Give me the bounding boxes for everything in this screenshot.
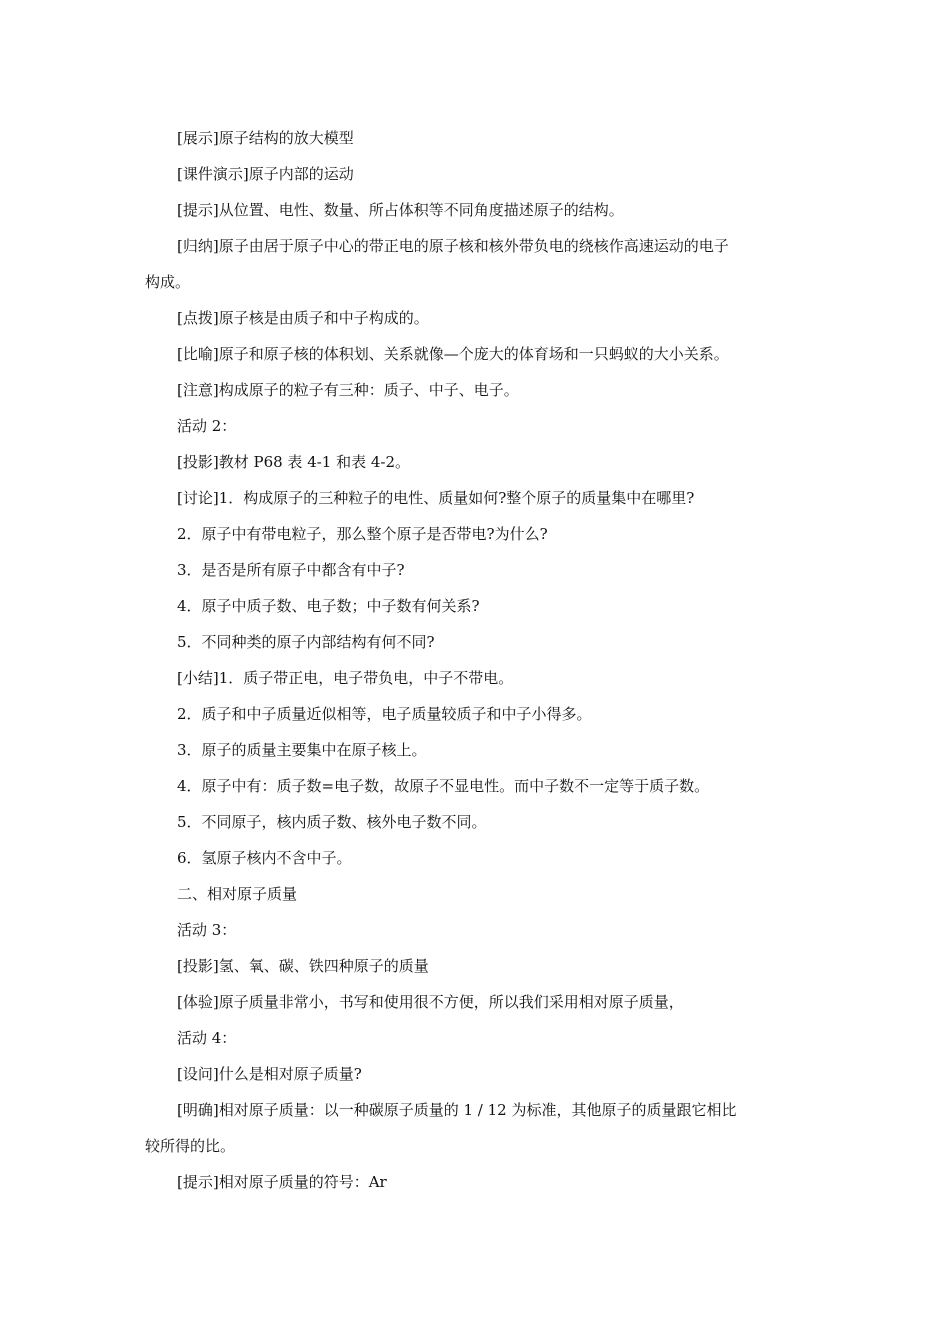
text-line: 构成。	[145, 273, 191, 291]
text-line: [投影]教材 P68 表 4-1 和表 4-2。	[177, 453, 411, 471]
text-line: [课件演示]原子内部的运动	[177, 165, 354, 183]
text-line: 3．原子的质量主要集中在原子核上。	[177, 741, 427, 759]
text-line: [注意]构成原子的粒子有三种：质子、中子、电子。	[177, 381, 519, 399]
text-line: [明确]相对原子质量：以一种碳原子质量的 1 / 12 为标准，其他原子的质量跟它相比	[177, 1101, 737, 1119]
text-line: 4．原子中质子数、电子数；中子数有何关系?	[177, 597, 480, 615]
text-line: 活动 3：	[177, 921, 237, 939]
text-line: [比喻]原子和原子核的体积划、关系就像—个庞大的体育场和一只蚂蚁的大小关系。	[177, 345, 729, 363]
text-line: 3．是否是所有原子中都含有中子?	[177, 561, 405, 579]
text-line: 较所得的比。	[145, 1137, 236, 1155]
text-line: [归纳]原子由居于原子中心的带正电的原子核和核外带负电的绕核作高速运动的电子	[177, 237, 729, 255]
document-body	[145, 120, 810, 1200]
text-line: 6．氢原子核内不含中子。	[177, 849, 352, 867]
text-line: 2．质子和中子质量近似相等，电子质量较质子和中子小得多。	[177, 705, 592, 723]
text-line: [讨论]1．构成原子的三种粒子的电性、质量如何?整个原子的质量集中在哪里?	[177, 489, 695, 507]
text-line: 二、相对原子质量	[177, 885, 298, 903]
text-line: 活动 4：	[177, 1029, 237, 1047]
text-line: [投影]氢、氧、碳、铁四种原子的质量	[177, 957, 429, 975]
text-line: [体验]原子质量非常小，书写和使用很不方便，所以我们采用相对原子质量，	[177, 993, 684, 1011]
text-line: 4．原子中有：质子数=电子数，故原子不显电性。而中子数不一定等于质子数。	[177, 777, 710, 795]
text-line: [小结]1．质子带正电，电子带负电，中子不带电。	[177, 669, 514, 687]
text-line: [设问]什么是相对原子质量?	[177, 1065, 362, 1083]
text-line: [点拨]原子核是由质子和中子构成的。	[177, 309, 429, 327]
text-line: 5．不同种类的原子内部结构有何不同?	[177, 633, 435, 651]
text-line: 活动 2：	[177, 417, 237, 435]
text-line: 2．原子中有带电粒子，那么整个原子是否带电?为什么?	[177, 525, 548, 543]
text-line: [展示]原子结构的放大模型	[177, 129, 354, 147]
text-line: [提示]相对原子质量的符号：Ar	[177, 1173, 387, 1191]
text-line: 5．不同原子，核内质子数、核外电子数不同。	[177, 813, 487, 831]
text-line: [提示]从位置、电性、数量、所占体积等不同角度描述原子的结构。	[177, 201, 624, 219]
